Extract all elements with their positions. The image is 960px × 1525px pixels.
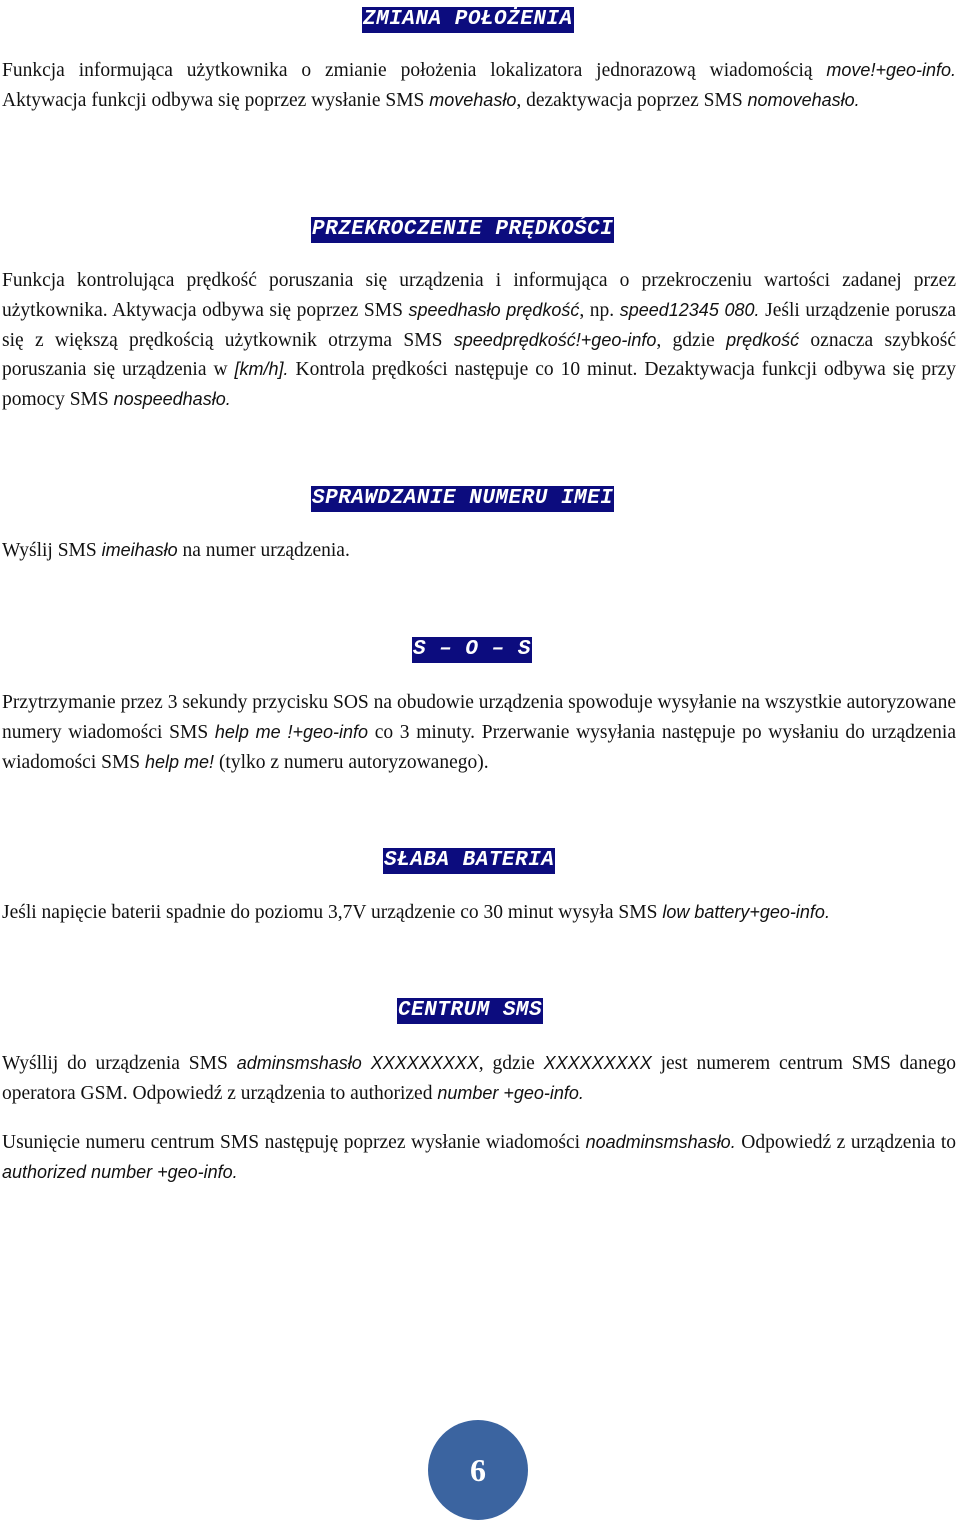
text: jest numerem centrum SMS danego operatora GSM. Odpowiedź z urządzenia to authorized [2, 1053, 956, 1104]
text: Odpowiedź z urządzenia to [735, 1132, 956, 1153]
text: , gdzie [656, 329, 727, 351]
text: Jeśli napięcie baterii spadnie do poziomu 3,7V urządzenie co 30 minut wysyła SMS [2, 902, 663, 923]
text: Usunięcie numeru centrum SMS następuję poprzez wysłanie wiadomości [2, 1132, 586, 1153]
italic-text: noadminsmshasło. [585, 1132, 736, 1152]
text: Funkcja kontrolująca prędkość poruszania się urządzenia i informująca o przekroczeniu wartości zadanej przez użytkownika. Aktywacja odbywa się poprzez SMS [2, 270, 956, 321]
italic-text: nospeedhasło. [113, 389, 231, 410]
italic-text: imeihasło [101, 540, 178, 560]
paragraph [2, 1049, 956, 1109]
heading-zmiana-polozenia: ZMIANA POŁOŻENIA [363, 8, 573, 31]
paragraph [2, 898, 956, 928]
heading-slaba-bateria: SŁABA BATERIA [384, 849, 555, 872]
text: , np. [579, 299, 620, 321]
paragraph [2, 266, 956, 415]
italic-text: [km/h]. [234, 359, 289, 380]
text: , dezaktywacja poprzez SMS [516, 89, 748, 111]
paragraph [2, 688, 956, 777]
italic-text: help me !+geo-info [214, 721, 369, 742]
paragraph [2, 1128, 956, 1188]
text: co 3 minuty. Przerwanie wysyłania następuje po wysłaniu do urządzenia wiadomości SMS [2, 721, 956, 773]
text: Aktywacja funkcji odbywa się poprzez wysłanie SMS [2, 89, 430, 111]
italic-text: authorized number +geo-info. [2, 1161, 238, 1182]
italic-text: move!+geo-info. [826, 60, 956, 80]
text: oznacza szybkość poruszania się urządzenia w [2, 329, 956, 381]
page-number-badge [428, 1420, 528, 1520]
paragraph [2, 536, 956, 566]
text: Wyśllij do urządzenia SMS [2, 1053, 237, 1074]
heading-sos: S – O – S [413, 638, 531, 661]
heading-centrum-sms: CENTRUM SMS [398, 999, 543, 1022]
heading-przekroczenie-predkosci: PRZEKROCZENIE PRĘDKOŚCI [312, 218, 614, 241]
italic-text: movehasło [429, 89, 517, 110]
italic-text: prędkość [726, 329, 800, 350]
italic-text: adminsmshasło XXXXXXXXX [236, 1053, 479, 1073]
text: na numer urządzenia. [177, 540, 350, 561]
text: (tylko z numeru autoryzowanego). [214, 751, 489, 773]
italic-text: number +geo-info. [437, 1082, 584, 1103]
heading-sprawdzanie-imei: SPRAWDZANIE NUMERU IMEI [312, 487, 614, 510]
italic-text: help me! [145, 751, 215, 772]
text: , gdzie [478, 1053, 544, 1074]
italic-text: low battery+geo-info. [662, 902, 830, 922]
italic-text: speedhasło prędkość [408, 299, 580, 320]
text: Kontrola prędkości następuje co 10 minut. Dezaktywacja funkcji odbywa się przy pomocy SMS [2, 359, 956, 411]
text: Wyślij SMS [2, 540, 102, 561]
italic-text: XXXXXXXXX [543, 1053, 652, 1073]
italic-text: speedprędkość!+geo-info [453, 329, 657, 350]
italic-text: nomovehasło. [747, 89, 860, 110]
text: Przytrzymanie przez 3 sekundy przycisku SOS na obudowie urządzenia spowoduje wysyłanie na wszystkie autoryzowane numery wiadomości SMS [2, 692, 956, 743]
italic-text: speed12345 080. [619, 299, 760, 320]
text: Jeśli urządzenie porusza się z większą prędkością użytkownik otrzyma SMS [2, 299, 957, 351]
page-number: 6 [470, 1451, 486, 1488]
paragraph [2, 56, 956, 116]
text: Funkcja informująca użytkownika o zmianie położenia lokalizatora jednorazową wiadomością [2, 60, 827, 81]
